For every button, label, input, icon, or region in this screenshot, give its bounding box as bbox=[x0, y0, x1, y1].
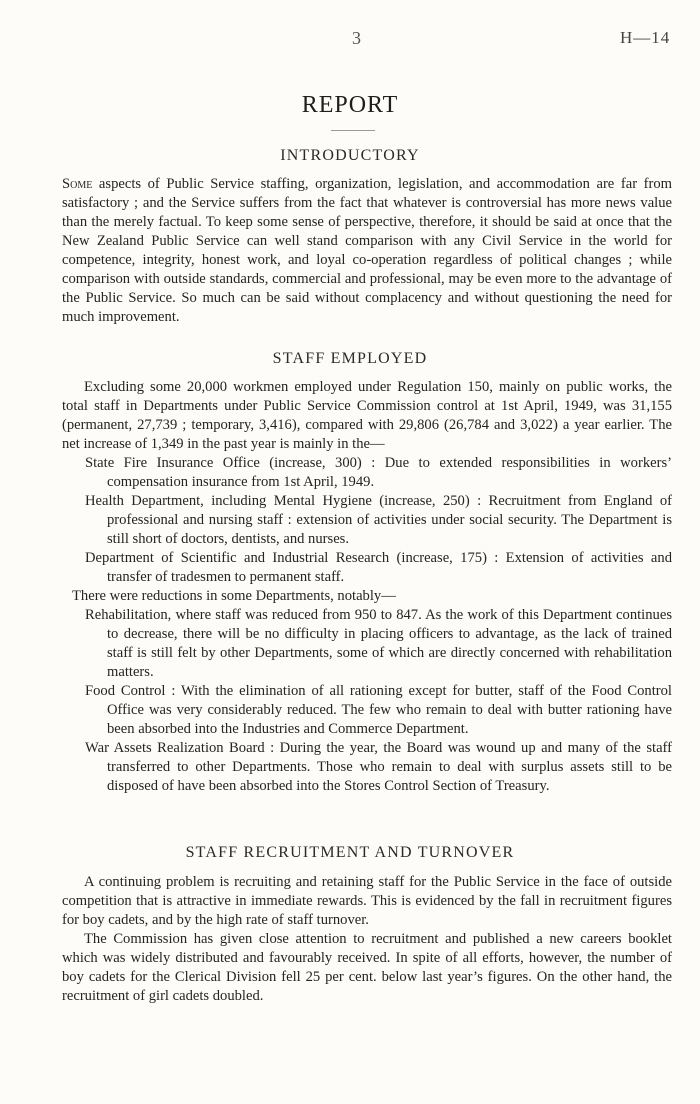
introductory-paragraph bbox=[62, 175, 672, 327]
reduction-item: War Assets Realization Board : During the year, the Board was wound up and many of the staff transferred to other Departments. Those who remain to deal with surplus assets still to be disposed of have been absorbed into the Stores Control Section of Treasury. bbox=[85, 740, 672, 794]
reductions-intro: There were reductions in some Departments, notably— bbox=[72, 588, 396, 604]
document-reference: H—14 bbox=[620, 28, 671, 47]
introductory-section bbox=[62, 175, 672, 327]
page-number: 3 bbox=[352, 28, 361, 48]
reduction-item: Rehabilitation, where staff was reduced from 950 to 847. As the work of this Department continues to decrease, there will be no difficulty in placing officers to advantage, as the lack of trained staff is still felt by other Departments, some of which are directly concerned with rehabilitation matters. bbox=[85, 607, 672, 680]
staff-employed-intro: Excluding some 20,000 workmen employed under Regulation 150, mainly on public works, the total staff in Departments under Public Service Commission control at 1st April, 1949, was 31,155 (permanent, 27,739 ; temporary, 3,416), compared with 29,806 (26,784 and 3,022) a year earlier. The net increase of 1,349 in the past year is mainly in the— bbox=[62, 379, 672, 452]
staff-employed-heading: STAFF EMPLOYED bbox=[272, 350, 428, 367]
increase-item: Health Department, including Mental Hygiene (increase, 250) : Recruitment from England of professional and nursing staff : extension of activities under social security. The Department is still short of doctors, dentists, and nurses. bbox=[85, 493, 672, 547]
introductory-heading: INTRODUCTORY bbox=[280, 147, 420, 164]
recruitment-section bbox=[62, 873, 672, 1006]
lead-word: Some bbox=[62, 176, 93, 192]
recruitment-paragraph: The Commission has given close attention to recruitment and published a new careers booklet which was widely distributed and favourably received. In spite of all efforts, however, the number of boy cadets for the Clerical Division fell 25 per cent. below last year’s figures. On the other hand, the recruitment of girl cadets doubled. bbox=[62, 931, 672, 1004]
staff-employed-section bbox=[62, 378, 672, 796]
reduction-item: Food Control : With the elimination of all rationing except for butter, staff of the Food Control Office was very considerably reduced. The few who remain to deal with butter rationing have been absorbed into the Industries and Commerce Department. bbox=[85, 683, 672, 737]
title-divider bbox=[331, 130, 375, 131]
increase-item: Department of Scientific and Industrial Research (increase, 175) : Extension of activities and transfer of tradesmen to permanent staff. bbox=[85, 550, 672, 585]
recruitment-paragraph: A continuing problem is recruiting and retaining staff for the Public Service in the face of outside competition that is attractive in immediate rewards. This is evidenced by the fall in recruitment figures for boy cadets, and by the high rate of staff turnover. bbox=[62, 874, 672, 928]
increase-item: State Fire Insurance Office (increase, 300) : Due to extended responsibilities in workers’ compensation insurance from 1st April, 1949. bbox=[85, 455, 672, 490]
recruitment-heading: STAFF RECRUITMENT AND TURNOVER bbox=[185, 844, 515, 861]
introductory-paragraph-body: aspects of Public Service staffing, organization, legislation, and accommodation are far from satisfactory ; and the Service suffers from the fact that whatever is controversial has more news value than the merely factual. To keep some sense of perspective, therefore, it should be said at once that the New Zealand Public Service can well stand comparison with any Civil Service in the world for competence, integrity, honest work, and loyal co-operation regardless of political changes ; while comparison with outside standards, commercial and professional, may be even more to the advantage of the Public Service. So much can be said without complacency and without questioning the need for much improvement. bbox=[62, 176, 672, 325]
report-title: REPORT bbox=[301, 92, 399, 118]
